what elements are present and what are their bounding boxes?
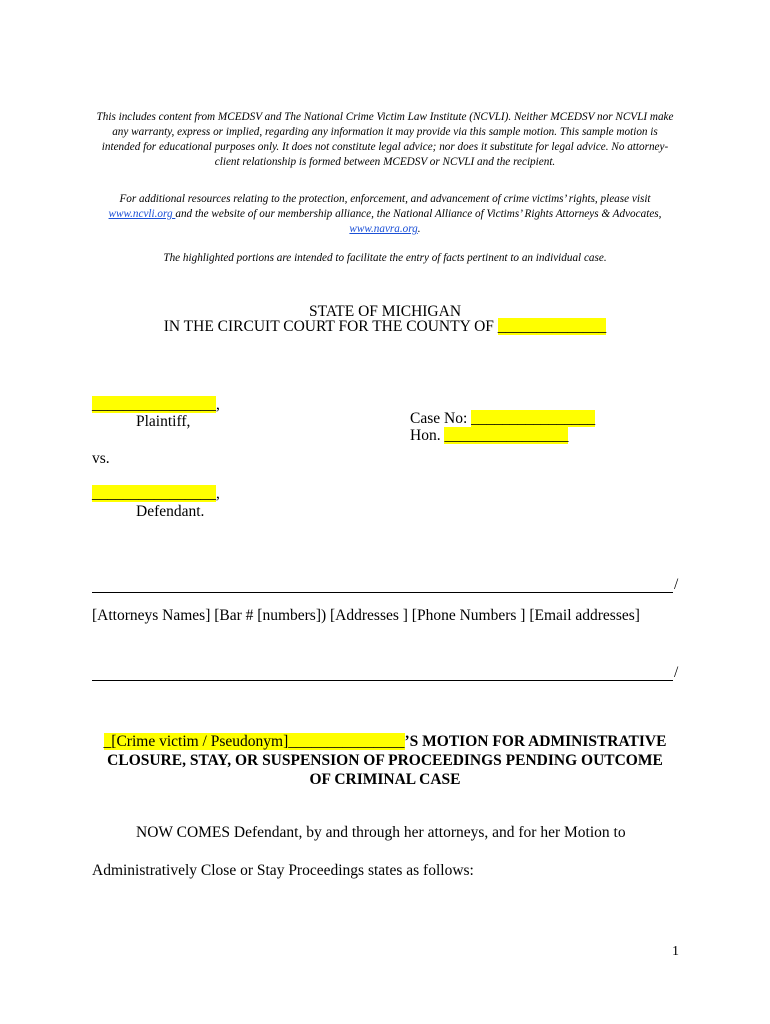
plaintiff-blank[interactable]: ________________: [92, 396, 216, 413]
resources-text-pre: For additional resources relating to the protection, enforcement, and advancement of crime victims’ rights, please visit: [119, 193, 651, 205]
motion-title-line1-text: ’S MOTION FOR ADMINISTRATIVE: [404, 733, 667, 750]
case-number-label: Case No:: [410, 410, 472, 427]
defendant-blank[interactable]: ________________: [92, 485, 216, 502]
motion-title: [92, 732, 678, 789]
attorney-rule-bottom-slash: /: [674, 664, 679, 681]
body-text-line1: NOW COMES Defendant, by and through her attorneys, and for her Motion to: [136, 824, 626, 841]
county-blank[interactable]: ______________: [497, 318, 607, 335]
victim-name-blank[interactable]: _[Crime victim / Pseudonym]_______________: [103, 733, 405, 750]
body-text-line2: Administratively Close or Stay Proceedings states as follows:: [92, 862, 474, 879]
attorney-rule-top: [92, 592, 673, 593]
motion-title-line3: OF CRIMINAL CASE: [309, 771, 461, 788]
judge-blank[interactable]: ________________: [444, 427, 569, 444]
resources-text-mid: and the website of our membership alliance, the National Alliance of Victims’ Rights Attorneys & Advocates,: [175, 208, 662, 220]
judge-line: [410, 427, 568, 445]
defendant-comma: ,: [216, 485, 220, 502]
judge-label: Hon.: [410, 427, 445, 444]
ncvli-link[interactable]: www.ncvli.org: [108, 208, 176, 220]
defendant-label: Defendant.: [136, 503, 205, 520]
disclaimer-paragraph: This includes content from MCEDSV and The National Crime Victim Law Institute (NCVLI). Neither MCEDSV nor NCVLI make any warranty, express or implied, regarding any information it may provide via this sample motion. This sample motion is intended for educational purposes only. It does not constitute legal advice; nor does it substitute for legal advice. No attorney-client relationship is formed between MCEDSV or NCVLI and the recipient.: [96, 111, 674, 168]
motion-title-line2: CLOSURE, STAY, OR SUSPENSION OF PROCEEDINGS PENDING OUTCOME: [107, 752, 663, 769]
resources-text-post: .: [417, 223, 421, 235]
state-heading: STATE OF MICHIGAN: [308, 303, 462, 320]
page-number: 1: [672, 944, 679, 959]
resources-paragraph: [92, 192, 678, 237]
navra-link[interactable]: www.navra.org: [349, 223, 418, 235]
case-number-line: [410, 410, 595, 428]
court-heading-text: IN THE CIRCUIT COURT FOR THE COUNTY OF: [163, 318, 498, 335]
highlight-note: The highlighted portions are intended to facilitate the entry of facts pertinent to an individual case.: [163, 252, 607, 264]
court-heading: [0, 318, 770, 336]
versus-label: vs.: [92, 450, 110, 467]
case-number-blank[interactable]: ________________: [471, 410, 596, 427]
attorney-rule-bottom: [92, 680, 673, 681]
plaintiff-label: Plaintiff,: [136, 413, 191, 430]
attorney-rule-top-slash: /: [674, 576, 679, 593]
plaintiff-name-line: [92, 396, 220, 414]
motion-title-line1: [92, 732, 678, 751]
attorney-info: [Attorneys Names] [Bar # [numbers]) [Addresses ] [Phone Numbers ] [Email addresses]: [92, 607, 640, 624]
defendant-name-line: [92, 485, 220, 503]
plaintiff-comma: ,: [216, 396, 220, 413]
